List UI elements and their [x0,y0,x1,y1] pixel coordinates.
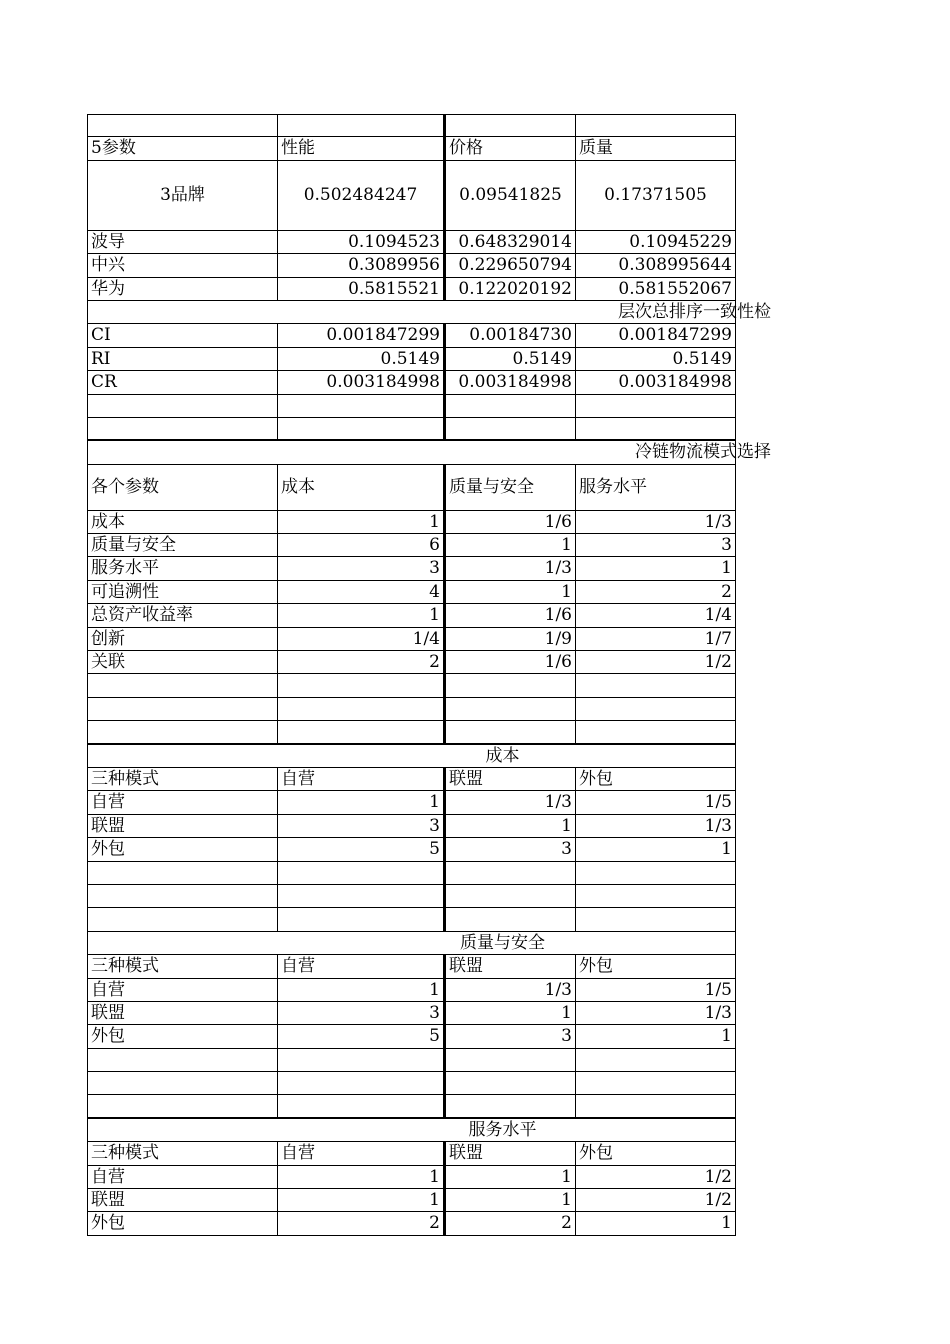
header-cell[interactable]: 自营 [277,768,444,790]
table-cell[interactable]: 1/2 [575,1166,736,1188]
empty-cell[interactable] [444,1095,575,1116]
table-cell[interactable]: CI [87,324,277,346]
header-cell[interactable]: 三种模式 [87,955,277,977]
empty-cell[interactable] [444,908,575,930]
table-row [87,278,736,301]
empty-cell[interactable] [575,418,736,439]
header-cell[interactable]: 性能 [277,137,444,159]
empty-cell[interactable] [87,395,277,417]
empty-cell[interactable] [87,698,277,720]
empty-cell[interactable] [87,418,277,439]
table-cell[interactable]: 3 [575,534,736,556]
empty-row [87,1072,736,1095]
table-cell[interactable]: 1 [277,604,444,626]
empty-cell[interactable] [444,1072,575,1094]
table-cell[interactable]: CR [87,371,277,393]
table-cell[interactable]: 0.581552067 [575,278,736,300]
table-cell[interactable]: 0.229650794 [444,254,575,276]
table-row [87,1189,736,1212]
empty-cell[interactable] [87,1095,277,1116]
table-cell[interactable]: 华为 [87,278,277,300]
empty-cell[interactable] [87,674,277,696]
empty-cell[interactable] [444,698,575,720]
empty-row [87,721,736,744]
empty-cell[interactable] [277,698,444,720]
header-cell[interactable]: 自营 [277,955,444,977]
empty-cell[interactable] [575,862,736,884]
table-cell[interactable]: 关联 [87,651,277,673]
empty-cell[interactable] [87,908,277,930]
table-cell[interactable]: 1/6 [444,604,575,626]
empty-cell[interactable] [575,1049,736,1071]
section-title: 成本 [485,745,520,766]
empty-cell[interactable] [277,115,444,136]
table-cell[interactable]: 创新 [87,628,277,650]
table-cell[interactable]: 0.001847299 [575,324,736,346]
header-cell[interactable]: 三种模式 [87,1142,277,1164]
header-cell[interactable]: 价格 [444,137,575,159]
table-cell[interactable]: 联盟 [87,1002,277,1024]
empty-cell[interactable] [277,862,444,884]
header-cell[interactable]: 联盟 [444,768,575,790]
empty-cell[interactable] [575,885,736,907]
table-cell[interactable]: 1 [277,1166,444,1188]
section-title: 服务水平 [468,1119,537,1140]
empty-cell[interactable] [277,908,444,930]
table-cell[interactable]: 1/6 [444,511,575,533]
table-cell[interactable]: 1 [444,1166,575,1188]
table-cell[interactable]: 0.17371505 [575,161,736,230]
table-cell[interactable]: 1/5 [575,791,736,813]
empty-cell[interactable] [277,674,444,696]
table-cell[interactable]: 外包 [87,1025,277,1047]
empty-cell[interactable] [444,885,575,907]
table-row [87,557,736,580]
empty-cell[interactable] [277,395,444,417]
empty-cell[interactable] [575,1072,736,1094]
empty-row [87,1095,736,1118]
table-cell[interactable]: 3 [277,815,444,837]
table-cell[interactable]: 波导 [87,231,277,253]
empty-cell[interactable] [575,115,736,136]
table-cell[interactable]: 联盟 [87,815,277,837]
table-cell[interactable]: 1/3 [575,815,736,837]
table-cell[interactable]: 0.00184730 [444,324,575,346]
table-cell[interactable]: 0.502484247 [277,161,444,230]
empty-cell[interactable] [575,395,736,417]
table-cell[interactable]: 1 [575,1025,736,1047]
empty-cell[interactable] [575,674,736,696]
table-cell[interactable]: 2 [444,1212,575,1234]
table-cell[interactable]: 1 [575,557,736,579]
table-cell[interactable]: 0.5815521 [277,278,444,300]
table-cell[interactable]: 1/6 [444,651,575,673]
table-cell[interactable]: 可追溯性 [87,581,277,603]
table-cell[interactable]: 0.3089956 [277,254,444,276]
table-cell[interactable]: 1/5 [575,979,736,1001]
table-cell[interactable]: 外包 [87,1212,277,1234]
table-cell[interactable]: 自营 [87,791,277,813]
table-cell[interactable]: 1 [277,979,444,1001]
table-cell[interactable]: 3 [277,1002,444,1024]
header-row [87,768,736,791]
empty-row [87,1049,736,1072]
table-row [87,815,736,838]
empty-cell[interactable] [277,1095,444,1116]
table-cell[interactable]: 成本 [87,511,277,533]
table-cell[interactable]: 1 [575,1212,736,1234]
empty-cell[interactable] [444,1049,575,1071]
header-row [87,1142,736,1165]
empty-row [87,395,736,418]
section-title-row [87,1119,736,1142]
table-cell[interactable]: 1/3 [444,979,575,1001]
table-row [87,791,736,814]
table-row [87,604,736,627]
header-cell[interactable]: 质量与安全 [444,465,575,510]
table-row [87,534,736,557]
table-cell[interactable]: 5 [277,838,444,860]
empty-row [87,418,736,441]
merged-cell[interactable] [87,441,771,463]
empty-cell[interactable] [277,721,444,742]
header-cell[interactable]: 外包 [575,768,736,790]
empty-cell[interactable] [277,418,444,439]
empty-cell[interactable] [444,115,575,136]
table-cell[interactable]: 0.5149 [444,348,575,370]
header-cell[interactable]: 联盟 [444,955,575,977]
table-cell[interactable]: 0.003184998 [277,371,444,393]
table-cell[interactable]: 2 [277,1212,444,1234]
table-row [87,348,736,371]
table-cell[interactable]: 2 [575,581,736,603]
header-cell[interactable]: 服务水平 [575,465,736,510]
spreadsheet-grid [87,114,771,1236]
empty-row [87,674,736,697]
empty-cell[interactable] [87,721,277,742]
table-cell[interactable]: RI [87,348,277,370]
table-cell[interactable]: 1/2 [575,651,736,673]
table-cell[interactable]: 1 [444,1002,575,1024]
table-row [87,324,736,347]
section-title-row [87,441,771,464]
merged-cell[interactable] [87,1119,736,1141]
empty-cell[interactable] [444,395,575,417]
table-cell[interactable]: 0.003184998 [575,371,736,393]
table-cell[interactable]: 5 [277,1025,444,1047]
table-cell[interactable]: 3 [444,1025,575,1047]
table-row [87,581,736,604]
table-row [87,231,736,254]
weights-row [87,161,736,231]
header-cell[interactable]: 各个参数 [87,465,277,510]
header-cell[interactable]: 质量 [575,137,736,159]
section-title: 质量与安全 [460,932,545,953]
table-cell[interactable]: 0.001847299 [277,324,444,346]
table-cell[interactable]: 1 [277,511,444,533]
header-row [87,955,736,978]
table-cell[interactable]: 1/9 [444,628,575,650]
table-cell[interactable]: 1/4 [277,628,444,650]
empty-cell[interactable] [87,885,277,907]
table-cell[interactable]: 1 [444,1189,575,1211]
table-cell[interactable]: 1 [444,581,575,603]
header-cell[interactable]: 外包 [575,955,736,977]
empty-cell[interactable] [87,1049,277,1071]
table-cell[interactable]: 0.648329014 [444,231,575,253]
merged-cell[interactable] [87,745,736,767]
table-row [87,511,736,534]
table-cell[interactable]: 1/4 [575,604,736,626]
empty-cell[interactable] [444,862,575,884]
table-row [87,628,736,651]
header-row [87,465,736,511]
table-cell[interactable]: 1/3 [444,557,575,579]
empty-cell[interactable] [87,862,277,884]
table-cell[interactable]: 外包 [87,838,277,860]
table-cell[interactable]: 0.5149 [277,348,444,370]
table-row [87,371,736,394]
section-title: 层次总排序一致性检 [618,301,771,322]
table-cell[interactable]: 0.1094523 [277,231,444,253]
header-cell[interactable]: 外包 [575,1142,736,1164]
table-cell[interactable]: 1 [444,815,575,837]
table-cell[interactable]: 3 [444,838,575,860]
table-row [87,254,736,277]
table-cell[interactable]: 0.10945229 [575,231,736,253]
empty-cell[interactable] [444,418,575,439]
empty-cell[interactable] [575,908,736,930]
empty-cell[interactable] [575,1095,736,1116]
empty-row [87,114,736,137]
table-cell[interactable]: 0.003184998 [444,371,575,393]
merged-cell[interactable] [87,932,736,954]
table-row [87,1025,736,1048]
empty-row [87,862,736,885]
table-cell[interactable]: 服务水平 [87,557,277,579]
table-cell[interactable]: 1 [277,1189,444,1211]
header-cell[interactable]: 成本 [277,465,444,510]
empty-cell[interactable] [87,115,277,136]
table-cell[interactable]: 中兴 [87,254,277,276]
table-cell[interactable]: 6 [277,534,444,556]
section-title-row [87,301,771,324]
empty-row [87,908,736,931]
header-cell[interactable]: 5参数 [87,137,277,159]
table-cell[interactable]: 自营 [87,1166,277,1188]
table-row [87,1002,736,1025]
merged-cell[interactable] [87,301,771,323]
empty-cell[interactable] [87,1072,277,1094]
empty-cell[interactable] [277,1049,444,1071]
table-cell[interactable]: 1 [444,534,575,556]
header-cell[interactable]: 自营 [277,1142,444,1164]
section-title: 冷链物流模式选择 [635,442,771,463]
empty-cell[interactable] [444,674,575,696]
table-cell[interactable]: 1/3 [444,791,575,813]
table-cell[interactable]: 1/7 [575,628,736,650]
table-cell[interactable]: 自营 [87,979,277,1001]
table-row [87,979,736,1002]
table-cell[interactable]: 1/3 [575,511,736,533]
table-cell[interactable]: 0.09541825 [444,161,575,230]
empty-cell[interactable] [277,1072,444,1094]
table-row [87,651,736,674]
section-title-row [87,932,736,955]
empty-cell[interactable] [575,698,736,720]
table-cell[interactable]: 0.122020192 [444,278,575,300]
table-cell[interactable]: 1/2 [575,1189,736,1211]
empty-cell[interactable] [444,721,575,742]
empty-row [87,885,736,908]
table-cell[interactable]: 质量与安全 [87,534,277,556]
header-row [87,137,736,160]
header-cell[interactable]: 三种模式 [87,768,277,790]
table-row [87,1212,736,1235]
empty-cell[interactable] [575,721,736,742]
table-cell[interactable]: 0.308995644 [575,254,736,276]
table-row [87,1166,736,1189]
table-row [87,838,736,861]
table-cell[interactable]: 总资产收益率 [87,604,277,626]
table-cell[interactable]: 1/3 [575,1002,736,1024]
table-cell[interactable]: 3品牌 [87,161,277,230]
empty-cell[interactable] [277,885,444,907]
table-cell[interactable]: 4 [277,581,444,603]
table-cell[interactable]: 联盟 [87,1189,277,1211]
table-cell[interactable]: 1 [277,791,444,813]
header-cell[interactable]: 联盟 [444,1142,575,1164]
table-cell[interactable]: 2 [277,651,444,673]
empty-row [87,698,736,721]
table-cell[interactable]: 3 [277,557,444,579]
table-cell[interactable]: 1 [575,838,736,860]
section-title-row [87,745,736,768]
table-cell[interactable]: 0.5149 [575,348,736,370]
